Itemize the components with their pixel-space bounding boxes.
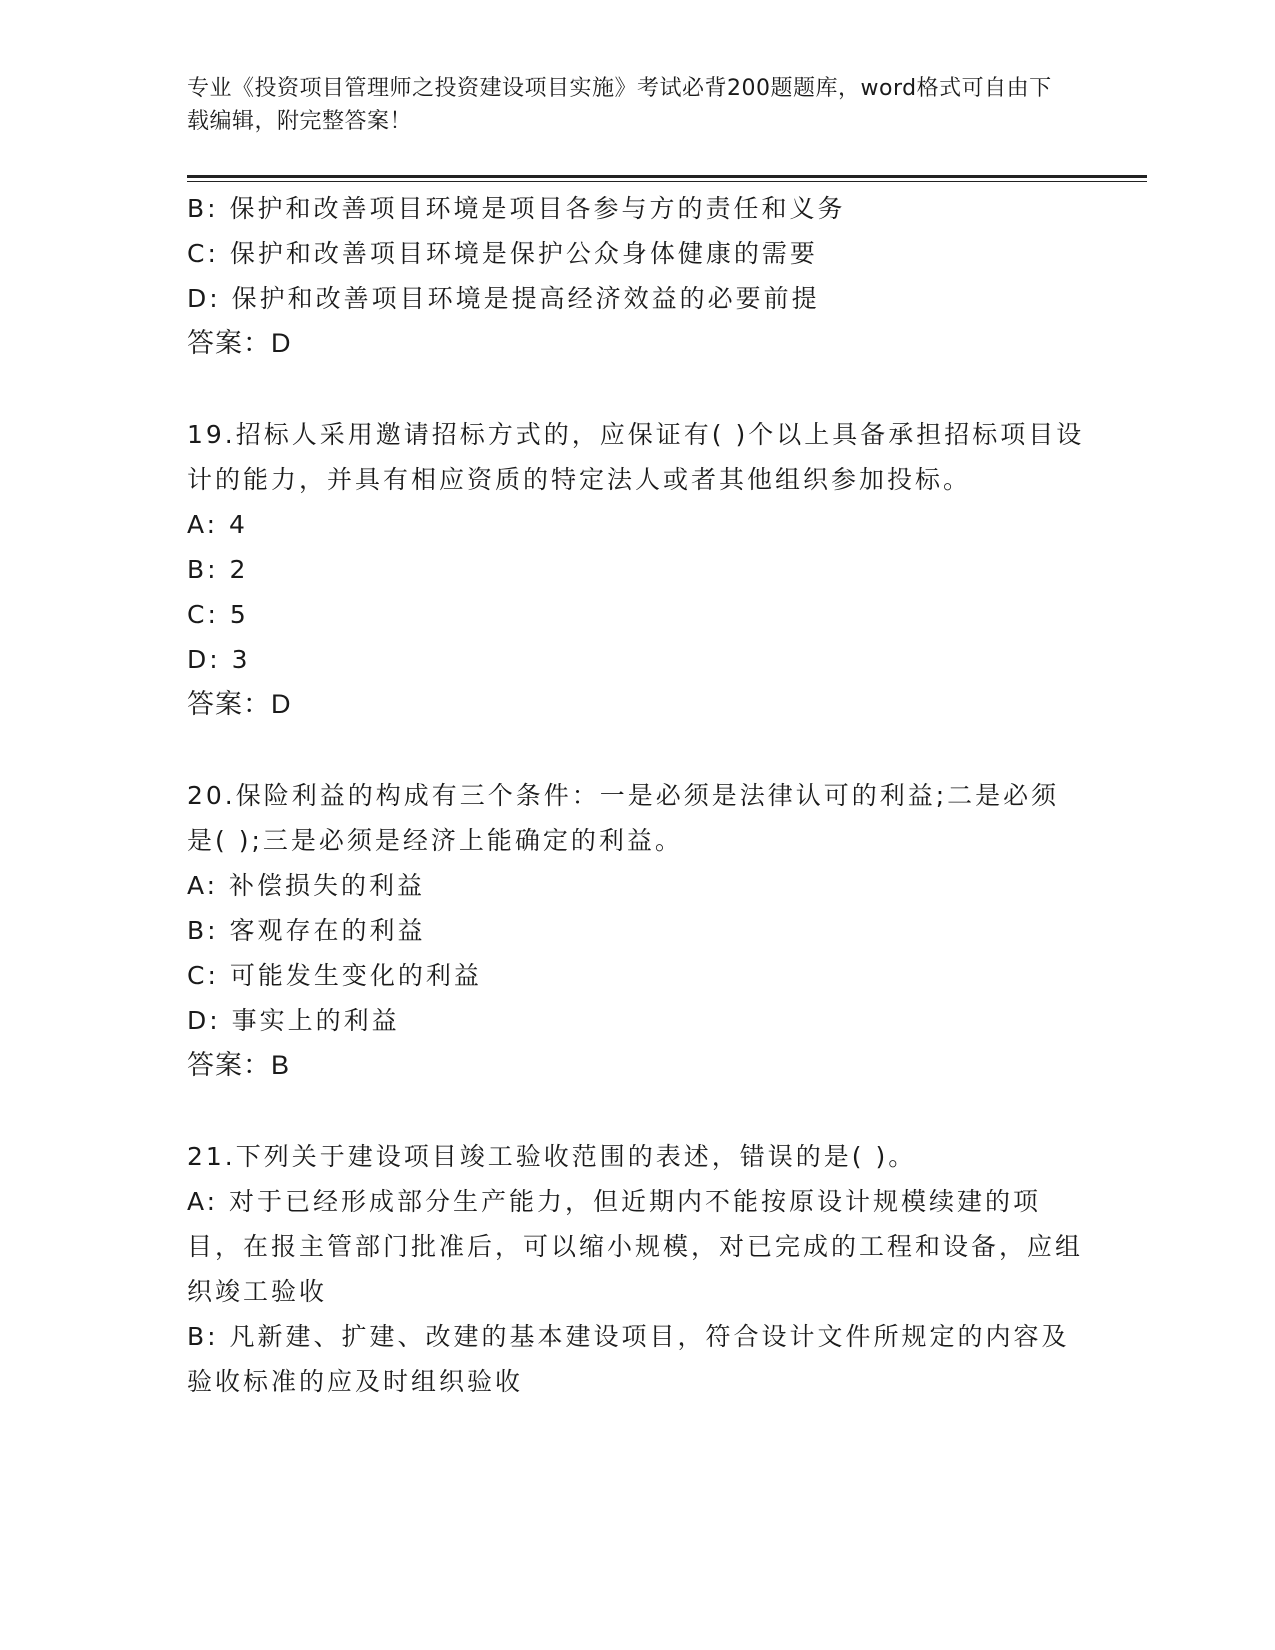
option-c: C: 5 bbox=[187, 600, 249, 629]
option-b: B: 客观存在的利益 bbox=[187, 916, 426, 945]
option-d: D: 保护和改善项目环境是提高经济效益的必要前提 bbox=[187, 284, 820, 313]
option-c: C: 可能发生变化的利益 bbox=[187, 961, 482, 990]
header-divider bbox=[187, 175, 1147, 182]
option-d: D: 3 bbox=[187, 645, 251, 674]
question-text: 19.招标人采用邀请招标方式的，应保证有( )个以上具备承担招标项目设计的能力，并具有相应资质的特定法人或者其他组织参加投标。 bbox=[187, 420, 1085, 494]
question-block-20 bbox=[187, 773, 1087, 1088]
option-a: A: 4 bbox=[187, 510, 248, 539]
option-a: A: 补偿损失的利益 bbox=[187, 871, 426, 900]
answer-line: 答案：D bbox=[187, 328, 292, 358]
question-block-19 bbox=[187, 412, 1087, 727]
question-list bbox=[187, 186, 1087, 1404]
option-a: A: 对于已经形成部分生产能力，但近期内不能按原设计规模续建的项目，在报主管部门批准后，可以缩小规模，对已完成的工程和设备，应组织竣工验收 bbox=[187, 1187, 1084, 1306]
option-b: B: 凡新建、扩建、改建的基本建设项目，符合设计文件所规定的内容及验收标准的应及时组织验收 bbox=[187, 1322, 1070, 1396]
option-b: B: 保护和改善项目环境是项目各参与方的责任和义务 bbox=[187, 194, 846, 223]
question-text: 21.下列关于建设项目竣工验收范围的表述，错误的是( )。 bbox=[187, 1142, 917, 1171]
question-block-18 bbox=[187, 186, 1087, 366]
question-block-21 bbox=[187, 1134, 1087, 1404]
question-text: 20.保险利益的构成有三个条件：一是必须是法律认可的利益;二是必须是( );三是必须是经济上能确定的利益。 bbox=[187, 781, 1060, 855]
option-d: D: 事实上的利益 bbox=[187, 1006, 400, 1035]
option-b: B: 2 bbox=[187, 555, 249, 584]
answer-line: 答案：B bbox=[187, 1050, 291, 1080]
answer-line: 答案：D bbox=[187, 689, 292, 719]
option-c: C: 保护和改善项目环境是保护公众身体健康的需要 bbox=[187, 239, 818, 268]
document-header: 专业《投资项目管理师之投资建设项目实施》考试必背200题题库，word格式可自由下载编辑，附完整答案！ bbox=[187, 76, 1052, 134]
